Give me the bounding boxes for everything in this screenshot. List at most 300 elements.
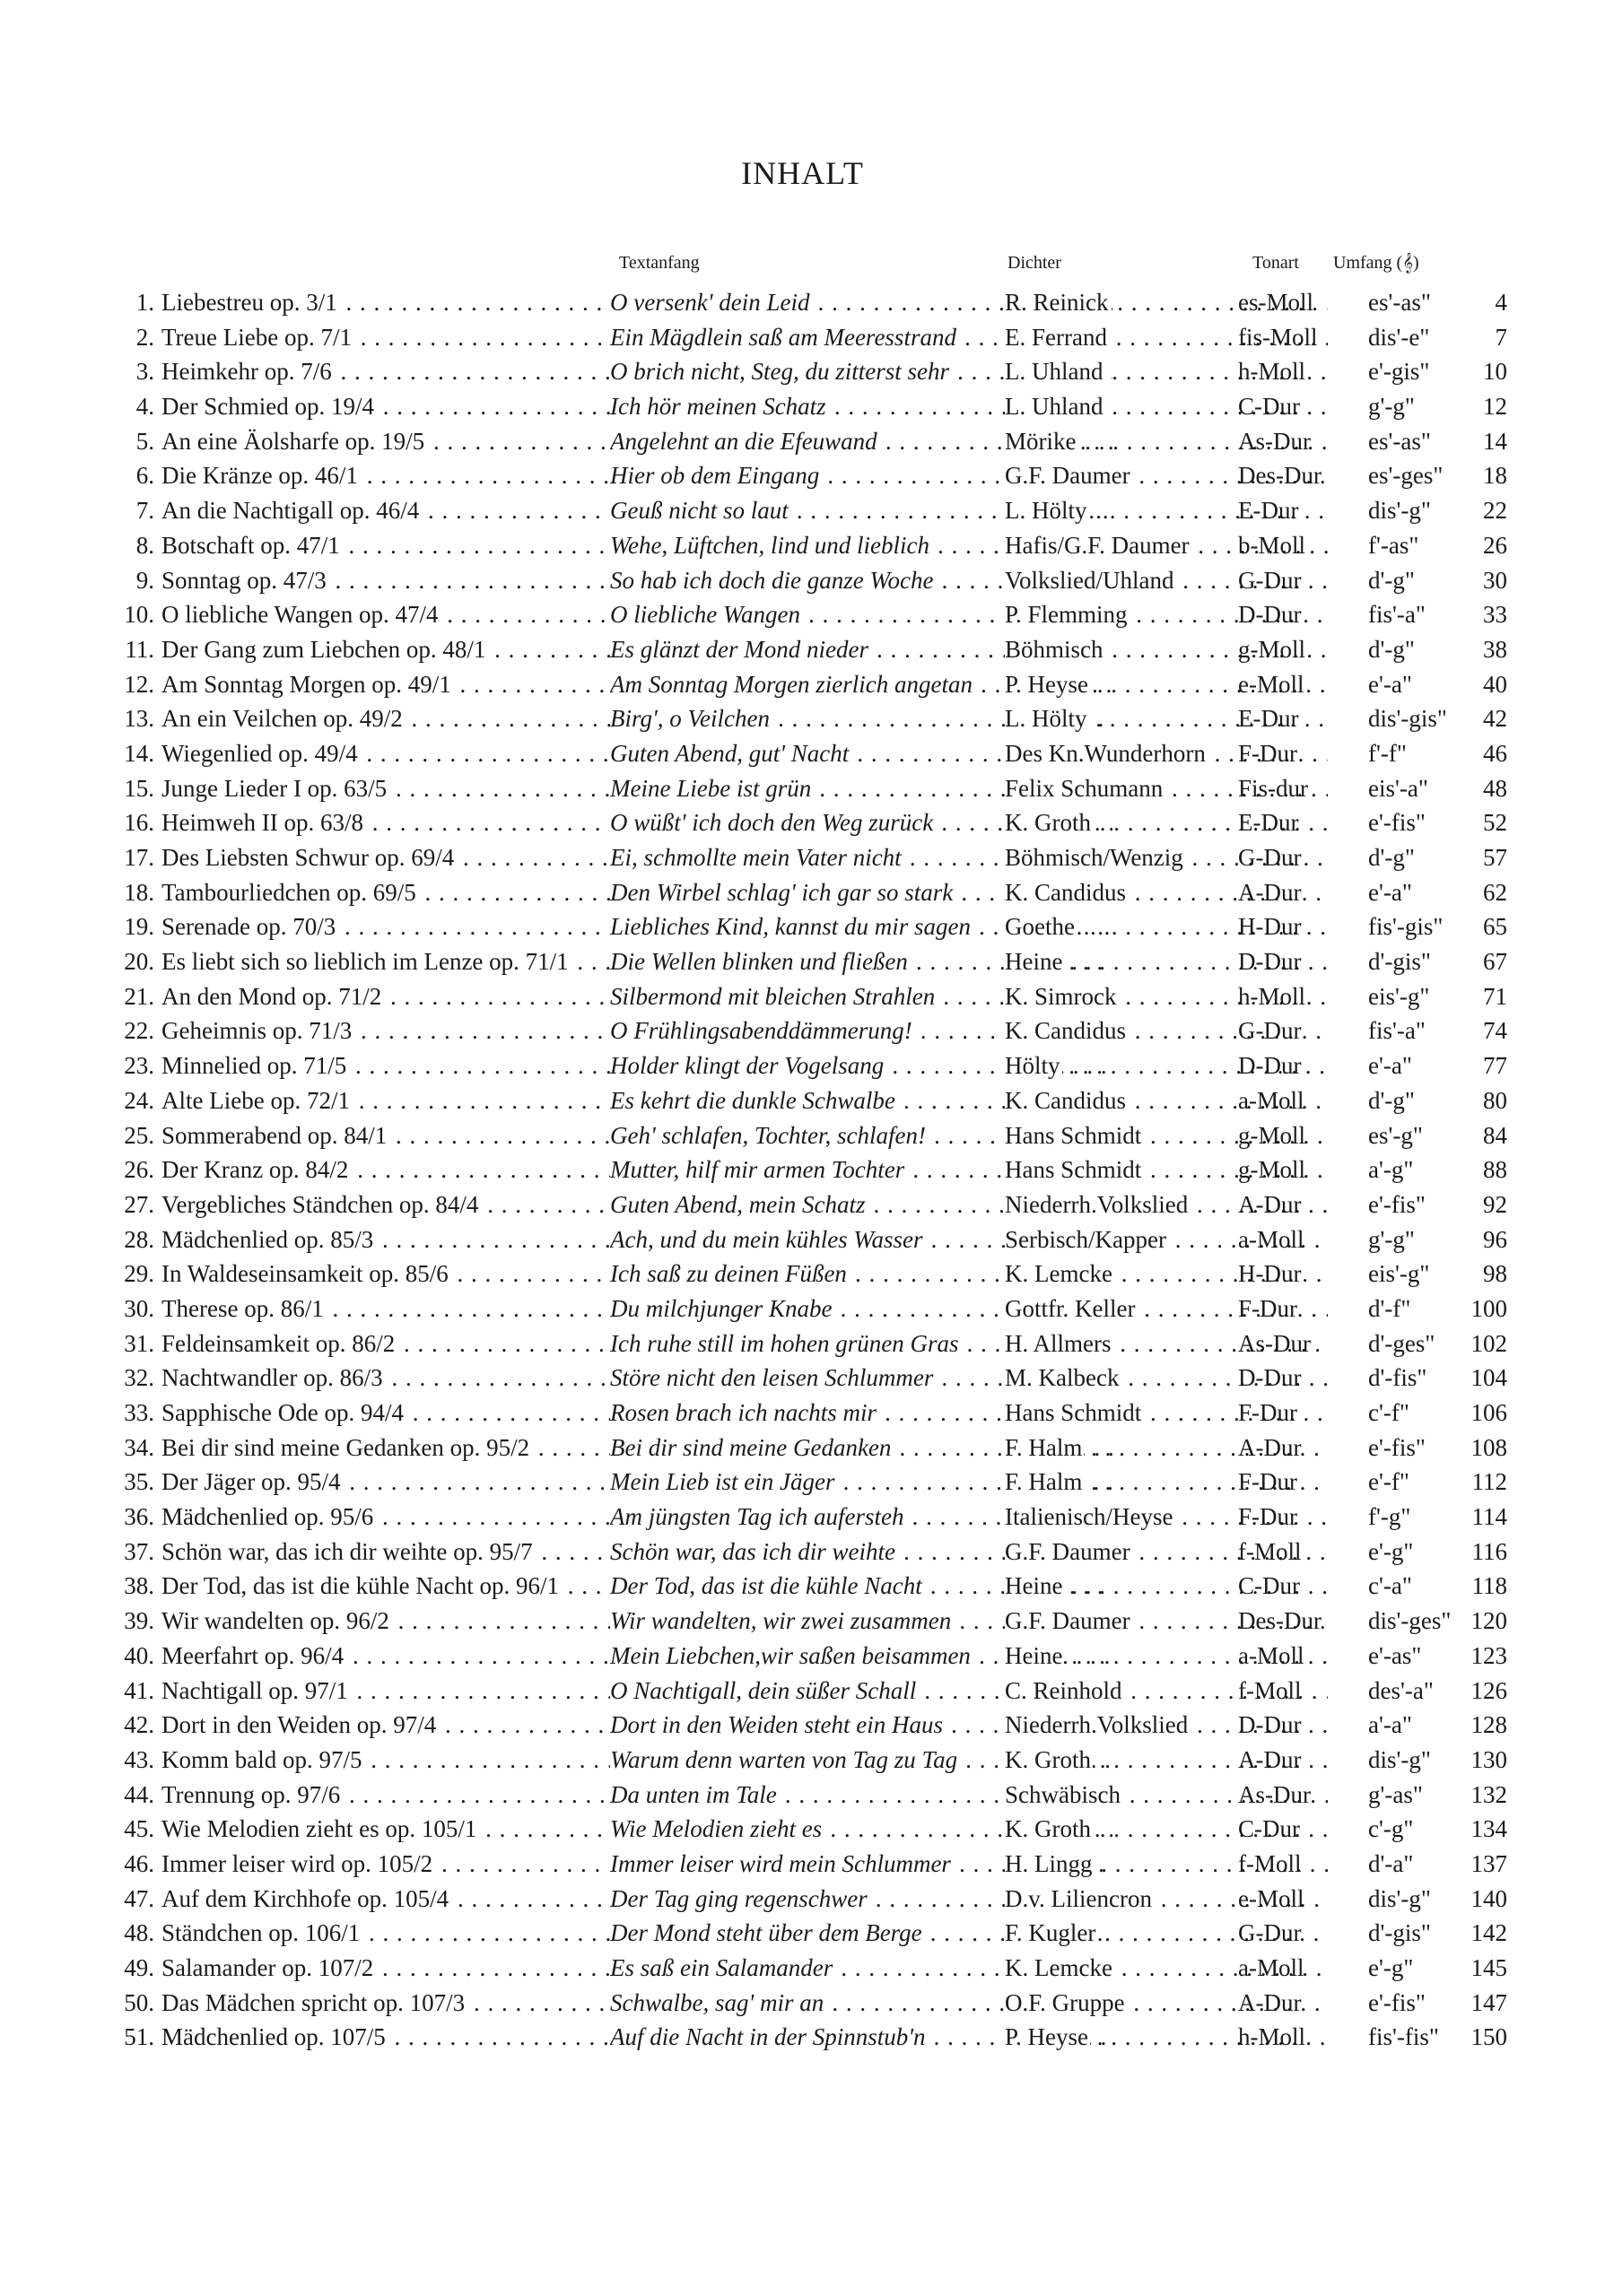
vocal-range: c'-f" <box>1368 1399 1409 1426</box>
poet-name: K. Lemcke . . . <box>1005 1260 1328 1288</box>
toc-row[interactable] <box>108 1399 1507 1434</box>
vocal-range: eis'-g" <box>1368 982 1430 1010</box>
vocal-range: dis'-e" <box>1368 323 1430 351</box>
key-signature: e-Moll <box>1238 1884 1304 1912</box>
song-title: Der Jäger op. 95/4 . . . <box>161 1468 664 1496</box>
song-title: Der Kranz op. 84/2 . . . <box>161 1156 664 1184</box>
page-number: 30 <box>1483 566 1507 594</box>
poet-name: K. Lemcke . . . <box>1005 1954 1328 1982</box>
page-number: 114 <box>1471 1503 1507 1531</box>
text-incipit: Der Tag ging regenschwer . . . <box>610 1885 1112 1913</box>
song-title: Meerfahrt op. 96/4 . . . <box>161 1642 664 1670</box>
entry-number: 23. <box>124 1052 154 1080</box>
page-number: 132 <box>1470 1780 1507 1808</box>
vocal-range: e'-fis" <box>1368 1988 1426 2016</box>
song-title: An eine Äolsharfe op. 19/5 . . . <box>161 428 664 456</box>
page-number: 123 <box>1470 1641 1507 1669</box>
vocal-range: dis'-g" <box>1368 497 1431 525</box>
text-incipit: Es glänzt der Mond nieder . . . <box>610 636 1112 664</box>
entry-number: 14. <box>124 739 154 767</box>
text-incipit: Es kehrt die dunkle Schwalbe . . . <box>610 1087 1112 1115</box>
text-incipit: Am Sonntag Morgen zierlich angetan . . . <box>610 671 1112 699</box>
page-number: 126 <box>1470 1676 1507 1704</box>
text-incipit: Dort in den Weiden steht ein Haus . . . <box>610 1711 1112 1739</box>
page-number: 142 <box>1470 1919 1507 1947</box>
page-number: 10 <box>1483 358 1507 386</box>
page-number: 128 <box>1470 1711 1507 1739</box>
key-signature: f-Moll <box>1238 1676 1302 1704</box>
toc-row[interactable] <box>108 1850 1507 1885</box>
song-title: An die Nachtigall op. 46/4 . . . <box>161 497 664 525</box>
page-number: 140 <box>1470 1884 1507 1912</box>
toc-row[interactable] <box>108 428 1507 463</box>
text-incipit: Du milchjunger Knabe . . . <box>610 1295 1112 1323</box>
text-incipit: Der Mond steht über dem Berge . . . <box>610 1919 1112 1947</box>
vocal-range: d'-g" <box>1368 844 1415 871</box>
key-signature: C-Dur <box>1238 1572 1300 1600</box>
text-incipit: Meine Liebe ist grün . . . <box>610 775 1112 803</box>
entry-number: 44. <box>124 1780 154 1808</box>
page-number: 42 <box>1483 705 1507 733</box>
toc-row[interactable] <box>108 671 1507 706</box>
song-title: Mädchenlied op. 107/5 . . . <box>161 2023 664 2051</box>
text-incipit: O brich nicht, Steg, du zitterst sehr . . . <box>610 358 1112 386</box>
text-incipit: O Frühlingsabenddämmerung! . . . <box>610 1017 1112 1045</box>
toc-row[interactable] <box>108 1711 1507 1746</box>
key-signature: G-Dur <box>1238 566 1302 594</box>
song-title: Der Tod, das ist die kühle Nacht op. 96/1 . . . <box>161 1572 664 1600</box>
table-of-contents <box>108 253 1507 2058</box>
entry-number: 2. <box>135 323 154 351</box>
key-signature: Des-Dur <box>1238 462 1322 490</box>
vocal-range: d'-g" <box>1368 635 1415 663</box>
text-incipit: Ei, schmollte mein Vater nicht . . . <box>610 844 1112 872</box>
poet-name: Hafis/G.F. Daumer . . . <box>1005 532 1328 560</box>
poet-name: D.v. Liliencron . . . <box>1005 1885 1328 1913</box>
page-number: 88 <box>1483 1156 1507 1184</box>
entry-number: 39. <box>124 1607 154 1635</box>
toc-row[interactable] <box>108 532 1507 567</box>
vocal-range: fis'-a" <box>1368 601 1426 629</box>
page-number: 65 <box>1483 913 1507 941</box>
entry-number: 24. <box>124 1086 154 1114</box>
key-signature: F-Dur <box>1238 1294 1297 1322</box>
entry-number: 12. <box>124 670 154 698</box>
entry-number: 45. <box>124 1815 154 1843</box>
page-number: 80 <box>1483 1086 1507 1114</box>
key-signature: F-Dur <box>1238 1468 1297 1496</box>
poet-name: Niederrh.Volkslied . . . <box>1005 1191 1328 1219</box>
entry-number: 1. <box>135 289 154 316</box>
toc-row[interactable] <box>108 1330 1507 1365</box>
poet-name: C. Reinhold . . . <box>1005 1677 1328 1705</box>
vocal-range: d'-gis" <box>1368 948 1431 976</box>
text-incipit: O Nachtigall, dein süßer Schall . . . <box>610 1677 1112 1705</box>
vocal-range: d'-f" <box>1368 1294 1411 1322</box>
key-signature: D-Dur <box>1238 1364 1302 1392</box>
text-incipit: Angelehnt an die Efeuwand . . . <box>610 428 1112 456</box>
text-incipit: Störe nicht den leisen Schlummer . . . <box>610 1364 1112 1392</box>
song-title: Nachtigall op. 97/1 . . . <box>161 1677 664 1705</box>
text-incipit: Holder klingt der Vogelsang . . . <box>610 1052 1112 1080</box>
entry-number: 20. <box>124 948 154 976</box>
entry-number: 4. <box>135 393 154 421</box>
poet-name: Niederrh.Volkslied . . . <box>1005 1711 1328 1739</box>
page-number: 108 <box>1470 1433 1507 1461</box>
song-title: Auf dem Kirchhofe op. 105/4 . . . <box>161 1885 664 1913</box>
page-number: 38 <box>1483 635 1507 663</box>
toc-row[interactable] <box>108 1468 1507 1503</box>
entry-number: 47. <box>124 1884 154 1912</box>
toc-row[interactable] <box>108 1191 1507 1226</box>
key-signature: A-Dur <box>1238 1190 1302 1218</box>
toc-row[interactable] <box>108 289 1507 324</box>
toc-row[interactable] <box>108 1087 1507 1122</box>
toc-row[interactable] <box>108 740 1507 775</box>
toc-row[interactable] <box>108 1642 1507 1677</box>
poet-name: L. Uhland . . . <box>1005 358 1328 386</box>
entry-number: 18. <box>124 878 154 906</box>
text-incipit: Birg', o Veilchen . . . <box>610 705 1112 733</box>
toc-row[interactable] <box>108 2023 1507 2058</box>
text-incipit: Schön war, das ich dir weihte . . . <box>610 1538 1112 1566</box>
text-incipit: Liebliches Kind, kannst du mir sagen . . . <box>610 913 1112 941</box>
poet-name: K. Groth . . . <box>1005 1746 1328 1774</box>
entry-number: 8. <box>135 531 154 559</box>
key-signature: H-Dur <box>1238 1260 1302 1288</box>
key-signature: Fis-dur <box>1238 774 1309 802</box>
poet-name: Hans Schmidt . . . <box>1005 1122 1328 1150</box>
key-signature: H-Dur <box>1238 913 1302 941</box>
song-title: Botschaft op. 47/1 . . . <box>161 532 664 560</box>
vocal-range: des'-a" <box>1368 1676 1434 1704</box>
key-signature: g-Moll <box>1238 635 1306 663</box>
page-number: 74 <box>1483 1017 1507 1045</box>
vocal-range: e'-a" <box>1368 670 1412 698</box>
toc-row[interactable] <box>108 1815 1507 1850</box>
toc-row[interactable] <box>108 1156 1507 1191</box>
poet-name: Des Kn.Wunderhorn . . . <box>1005 740 1328 768</box>
page-number: 137 <box>1470 1849 1507 1877</box>
key-signature: D-Dur <box>1238 601 1302 629</box>
entry-number: 38. <box>124 1572 154 1600</box>
key-signature: b-Moll <box>1238 531 1306 559</box>
poet-name: Böhmisch . . . <box>1005 636 1328 664</box>
page-number: 106 <box>1470 1399 1507 1426</box>
vocal-range: e'-f" <box>1368 1468 1409 1496</box>
toc-row[interactable] <box>108 1954 1507 1989</box>
entry-number: 13. <box>124 705 154 733</box>
poet-name: Gottfr. Keller . . . <box>1005 1295 1328 1323</box>
header-text: Textanfang <box>619 253 700 273</box>
page-number: 147 <box>1470 1988 1507 2016</box>
key-signature: fis-Moll <box>1238 323 1318 351</box>
toc-row[interactable] <box>108 567 1507 602</box>
toc-row[interactable] <box>108 1781 1507 1816</box>
song-title: Heimkehr op. 7/6 . . . <box>161 358 664 386</box>
song-title: Heimweh II op. 63/8 . . . <box>161 809 664 837</box>
poet-name: K. Groth . . . <box>1005 809 1328 837</box>
text-incipit: Am jüngsten Tag ich aufersteh . . . <box>610 1503 1112 1531</box>
key-signature: As-Dur <box>1238 1780 1311 1808</box>
key-signature: h-Moll <box>1238 982 1306 1010</box>
poet-name: P. Heyse . . . <box>1005 2023 1328 2051</box>
vocal-range: e'-fis" <box>1368 1433 1426 1461</box>
toc-row[interactable] <box>108 1746 1507 1781</box>
entry-number: 51. <box>124 2023 154 2051</box>
song-title: Feldeinsamkeit op. 86/2 . . . <box>161 1330 664 1358</box>
entry-number: 26. <box>124 1156 154 1184</box>
song-title: Sonntag op. 47/3 . . . <box>161 567 664 595</box>
vocal-range: e'-fis" <box>1368 1190 1426 1218</box>
key-signature: f-Moll <box>1238 1537 1302 1565</box>
text-incipit: Guten Abend, mein Schatz . . . <box>610 1191 1112 1219</box>
text-incipit: Ich saß zu deinen Füßen . . . <box>610 1260 1112 1288</box>
toc-row[interactable] <box>108 879 1507 914</box>
entry-number: 41. <box>124 1676 154 1704</box>
text-incipit: Schwalbe, sag' mir an . . . <box>610 1989 1112 2017</box>
poet-name: Heine . . . <box>1005 1572 1328 1600</box>
page-number: 118 <box>1471 1572 1507 1600</box>
vocal-range: e'-g" <box>1368 1954 1414 1981</box>
entry-number: 31. <box>124 1329 154 1357</box>
song-title: Ständchen op. 106/1 . . . <box>161 1919 664 1947</box>
text-incipit: Ich hör meinen Schatz . . . <box>610 393 1112 421</box>
poet-name: Mörike . . . <box>1005 428 1328 456</box>
key-signature: As-Dur <box>1238 427 1311 455</box>
entry-number: 29. <box>124 1260 154 1288</box>
song-title: Wir wandelten op. 96/2 . . . <box>161 1607 664 1635</box>
toc-row[interactable] <box>108 1885 1507 1920</box>
entry-number: 17. <box>124 844 154 871</box>
toc-row[interactable] <box>108 775 1507 810</box>
toc-row[interactable] <box>108 1989 1507 2024</box>
toc-row[interactable] <box>108 1607 1507 1642</box>
entry-number: 6. <box>135 462 154 490</box>
toc-row[interactable] <box>108 462 1507 497</box>
toc-row[interactable] <box>108 705 1507 740</box>
toc-row[interactable] <box>108 948 1507 983</box>
toc-row[interactable] <box>108 1260 1507 1295</box>
key-signature: C-Dur <box>1238 393 1300 421</box>
page-number: 67 <box>1483 948 1507 976</box>
song-title: O liebliche Wangen op. 47/4 . . . <box>161 601 664 629</box>
toc-row[interactable] <box>108 1538 1507 1573</box>
entry-number: 34. <box>124 1433 154 1461</box>
toc-row[interactable] <box>108 636 1507 671</box>
toc-row[interactable] <box>108 983 1507 1018</box>
song-title: Immer leiser wird op. 105/2 . . . <box>161 1850 664 1878</box>
toc-row[interactable] <box>108 1434 1507 1469</box>
toc-row[interactable] <box>108 913 1507 948</box>
poet-name: G.F. Daumer . . . <box>1005 462 1328 490</box>
song-title: Es liebt sich so lieblich im Lenze op. 71/1 . . . <box>161 948 664 976</box>
page-number: 22 <box>1483 497 1507 525</box>
poet-name: Schwäbisch . . . <box>1005 1781 1328 1809</box>
vocal-range: f'-f" <box>1368 739 1407 767</box>
page-number: 62 <box>1483 878 1507 906</box>
entry-number: 42. <box>124 1711 154 1739</box>
entry-number: 48. <box>124 1919 154 1947</box>
vocal-range: e'-gis" <box>1368 358 1430 386</box>
page-number: 7 <box>1495 323 1507 351</box>
poet-name: L. Hölty . . . <box>1005 497 1328 525</box>
toc-row[interactable] <box>108 1295 1507 1330</box>
page-number: 18 <box>1483 462 1507 490</box>
vocal-range: a'-a" <box>1368 1711 1412 1739</box>
key-signature: G-Dur <box>1238 1017 1302 1045</box>
entry-number: 11. <box>125 635 154 663</box>
toc-row[interactable] <box>108 1226 1507 1261</box>
text-incipit: Immer leiser wird mein Schlummer . . . <box>610 1850 1112 1878</box>
toc-row[interactable] <box>108 1052 1507 1087</box>
text-incipit: Ein Mägdlein saß am Meeresstrand . . . <box>610 324 1112 352</box>
vocal-range: e'-g" <box>1368 1537 1414 1565</box>
song-title: Komm bald op. 97/5 . . . <box>161 1746 664 1774</box>
header-poet: Dichter <box>1007 253 1061 273</box>
key-signature: a-Moll <box>1238 1641 1304 1669</box>
toc-row[interactable] <box>108 1017 1507 1052</box>
toc-row[interactable] <box>108 809 1507 844</box>
text-incipit: Guten Abend, gut' Nacht . . . <box>610 740 1112 768</box>
page-number: 14 <box>1483 427 1507 455</box>
text-incipit: Mutter, hilf mir armen Tochter . . . <box>610 1156 1112 1184</box>
song-title: Sapphische Ode op. 94/4 . . . <box>161 1399 664 1427</box>
entry-number: 22. <box>124 1017 154 1045</box>
page-number: 52 <box>1483 809 1507 837</box>
poet-name: Hans Schmidt . . . <box>1005 1399 1328 1427</box>
text-incipit: Die Wellen blinken und fließen . . . <box>610 948 1112 976</box>
text-incipit: Hier ob dem Eingang . . . <box>610 462 1112 490</box>
vocal-range: c'-g" <box>1368 1815 1414 1843</box>
song-title: Salamander op. 107/2 . . . <box>161 1954 664 1982</box>
key-signature: es-Moll <box>1238 289 1313 316</box>
entry-number: 36. <box>124 1503 154 1531</box>
poet-name: M. Kalbeck . . . <box>1005 1364 1328 1392</box>
key-signature: E-Dur <box>1238 809 1299 837</box>
vocal-range: e'-a" <box>1368 878 1412 906</box>
key-signature: g-Moll <box>1238 1156 1306 1184</box>
page-number: 120 <box>1470 1607 1507 1635</box>
column-headers <box>108 253 1507 289</box>
text-incipit: Mein Liebchen,wir saßen beisammen . . . <box>610 1642 1112 1670</box>
vocal-range: es'-as" <box>1368 427 1431 455</box>
toc-row[interactable] <box>108 1677 1507 1712</box>
toc-row[interactable] <box>108 1503 1507 1538</box>
poet-name: O.F. Gruppe . . . <box>1005 1989 1328 2017</box>
toc-row[interactable] <box>108 1919 1507 1954</box>
vocal-range: dis'-g" <box>1368 1884 1431 1912</box>
page-number: 104 <box>1470 1364 1507 1392</box>
page-title: INHALT <box>741 155 864 191</box>
text-incipit: Da unten im Tale . . . <box>610 1781 1112 1809</box>
key-signature: D-Dur <box>1238 1052 1302 1080</box>
poet-name: Böhmisch/Wenzig . . . <box>1005 844 1328 872</box>
song-title: Wiegenlied op. 49/4 . . . <box>161 740 664 768</box>
song-title: Tambourliedchen op. 69/5 . . . <box>161 879 664 907</box>
poet-name: K. Groth . . . <box>1005 1815 1328 1843</box>
entry-number: 32. <box>124 1364 154 1392</box>
key-signature: a-Moll <box>1238 1086 1304 1114</box>
song-title: Therese op. 86/1 . . . <box>161 1295 664 1323</box>
toc-row[interactable] <box>108 601 1507 636</box>
song-title: Treue Liebe op. 7/1 . . . <box>161 324 664 352</box>
toc-row[interactable] <box>108 324 1507 359</box>
page-number: 116 <box>1471 1537 1507 1565</box>
entry-number: 37. <box>124 1537 154 1565</box>
vocal-range: fis'-a" <box>1368 1017 1426 1045</box>
vocal-range: g'-as" <box>1368 1780 1423 1808</box>
vocal-range: e'-fis" <box>1368 809 1426 837</box>
song-title: Schön war, das ich dir weihte op. 95/7 . . . <box>161 1538 664 1566</box>
text-incipit: Der Tod, das ist die kühle Nacht . . . <box>610 1572 1112 1600</box>
song-title: An ein Veilchen op. 49/2 . . . <box>161 705 664 733</box>
page-number: 96 <box>1483 1225 1507 1253</box>
vocal-range: eis'-g" <box>1368 1260 1430 1288</box>
song-title: Die Kränze op. 46/1 . . . <box>161 462 664 490</box>
poet-name: R. Reinick . . . <box>1005 289 1328 317</box>
vocal-range: dis'-g" <box>1368 1745 1431 1773</box>
toc-row[interactable] <box>108 1364 1507 1399</box>
text-incipit: Wehe, Lüftchen, lind und lieblich . . . <box>610 532 1112 560</box>
toc-row[interactable] <box>108 1572 1507 1607</box>
page-number: 130 <box>1470 1745 1507 1773</box>
vocal-range: c'-a" <box>1368 1572 1412 1600</box>
key-signature: A-Dur <box>1238 1745 1302 1773</box>
toc-row[interactable] <box>108 358 1507 393</box>
key-signature: E-Dur <box>1238 705 1299 733</box>
song-title: Geheimnis op. 71/3 . . . <box>161 1017 664 1045</box>
poet-name: K. Candidus . . . <box>1005 1087 1328 1115</box>
poet-name: H. Allmers . . . <box>1005 1330 1328 1358</box>
vocal-range: d'-a" <box>1368 1849 1414 1877</box>
vocal-range: es'-ges" <box>1368 462 1444 490</box>
text-incipit: Ich ruhe still im hohen grünen Gras . . . <box>610 1330 1112 1358</box>
text-incipit: Wie Melodien zieht es . . . <box>610 1815 1112 1843</box>
toc-row[interactable] <box>108 393 1507 428</box>
page-number: 40 <box>1483 670 1507 698</box>
poet-name: K. Candidus . . . <box>1005 879 1328 907</box>
toc-row[interactable] <box>108 844 1507 879</box>
key-signature: E-Dur <box>1238 497 1299 525</box>
key-signature: a-Moll <box>1238 1954 1304 1981</box>
vocal-range: g'-g" <box>1368 393 1415 421</box>
poet-name: Hans Schmidt . . . <box>1005 1156 1328 1184</box>
toc-row[interactable] <box>108 1122 1507 1157</box>
page-number: 33 <box>1483 601 1507 629</box>
page-number: 92 <box>1483 1190 1507 1218</box>
vocal-range: d'-ges" <box>1368 1329 1435 1357</box>
song-title: In Waldeseinsamkeit op. 85/6 . . . <box>161 1260 664 1288</box>
song-title: Bei dir sind meine Gedanken op. 95/2 . . . <box>161 1434 664 1462</box>
entry-number: 28. <box>124 1225 154 1253</box>
poet-name: L. Hölty . . . <box>1005 705 1328 733</box>
poet-name: F. Halm . . . <box>1005 1468 1328 1496</box>
entry-number: 40. <box>124 1641 154 1669</box>
key-signature: D-Dur <box>1238 1711 1302 1739</box>
vocal-range: e'-as" <box>1368 1641 1422 1669</box>
text-incipit: Wir wandelten, wir zwei zusammen . . . <box>610 1607 1112 1635</box>
page-number: 84 <box>1483 1121 1507 1149</box>
song-title: Liebestreu op. 3/1 . . . <box>161 289 664 317</box>
entry-number: 16. <box>124 809 154 837</box>
song-title: Trennung op. 97/6 . . . <box>161 1781 664 1809</box>
text-incipit: Mein Lieb ist ein Jäger . . . <box>610 1468 1112 1496</box>
toc-row[interactable] <box>108 497 1507 532</box>
key-signature: D-Dur <box>1238 948 1302 976</box>
song-title: Mädchenlied op. 85/3 . . . <box>161 1226 664 1254</box>
vocal-range: eis'-a" <box>1368 774 1428 802</box>
